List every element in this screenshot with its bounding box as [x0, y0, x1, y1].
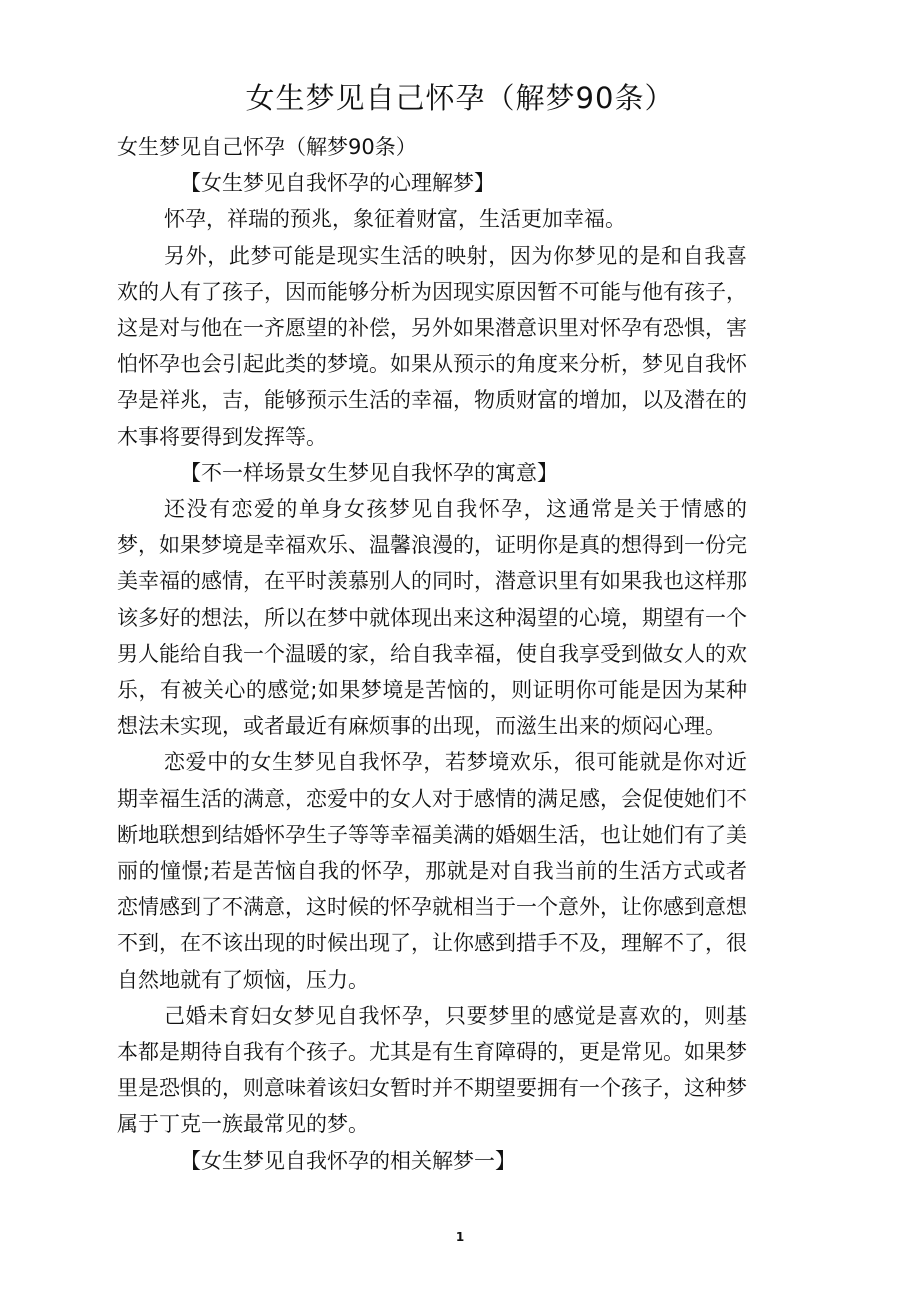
document-subtitle: 女生梦见自己怀孕（解梦90条） — [117, 135, 417, 159]
section-heading: 【女生梦见自我怀孕的相关解梦一】 — [180, 1148, 516, 1173]
document-title: 女生梦见自己怀孕（解梦90条） — [245, 81, 675, 115]
paragraph: 己婚未育妇女梦见自我怀孕，只要梦里的感觉是喜欢的，则基本都是期待自我有个孩子。尤其是有生育障碍的，更是常见。如果梦里是恐惧的，则意味着该妇女暂时并不期望要拥有一个孩子，这种梦属于丁克一族最常见的梦。 — [117, 1003, 747, 1137]
section-heading: 【不一样场景女生梦见自我怀孕的寓意】 — [180, 460, 558, 485]
paragraph: 怀孕，祥瑞的预兆，象征着财富，生活更加幸福。 — [164, 207, 626, 232]
paragraph: 还没有恋爱的单身女孩梦见自我怀孕，这通常是关于情感的梦，如果梦境是幸福欢乐、温馨浪漫的，证明你是真的想得到一份完美幸福的感情，在平时羡慕别人的同时，潜意识里有如果我也这样那该多好的想法，所以在梦中就体现出来这种渴望的心境，期望有一个男人能给自我一个温暖的家，给自我幸福，使自我享受到做女人的欢乐，有被关心的感觉;如果梦境是苦恼的，则证明你可能是因为某种想法未实现，或者最近有麻烦事的出现，而滋生出来的烦闷心理。 — [117, 497, 747, 739]
section-heading: 【女生梦见自我怀孕的心理解梦】 — [180, 171, 495, 196]
paragraph: 另外，此梦可能是现实生活的映射，因为你梦见的是和自我喜欢的人有了孩子，因而能够分析为因现实原因暂不可能与他有孩子，这是对与他在一齐愿望的补偿，另外如果潜意识里对怀孕有恐惧，害怕怀孕也会引起此类的梦境。如果从预示的角度来分析，梦见自我怀孕是祥兆，吉，能够预示生活的幸福，物质财富的增加，以及潜在的木事将要得到发挥等。 — [117, 243, 747, 449]
document-body — [117, 129, 747, 1179]
page-number: 1 — [455, 1230, 465, 1244]
paragraph: 恋爱中的女生梦见自我怀孕，若梦境欢乐，很可能就是你对近期幸福生活的满意，恋爱中的女人对于感情的满足感，会促使她们不断地联想到结婚怀孕生子等等幸福美满的婚姻生活，也让她们有了美丽的憧憬;若是苦恼自我的怀孕，那就是对自我当前的生活方式或者恋情感到了不满意，这时候的怀孕就相当于一个意外，让你感到意想不到，在不该出现的时候出现了，让你感到措手不及，理解不了，很自然地就有了烦恼，压力。 — [117, 750, 747, 992]
